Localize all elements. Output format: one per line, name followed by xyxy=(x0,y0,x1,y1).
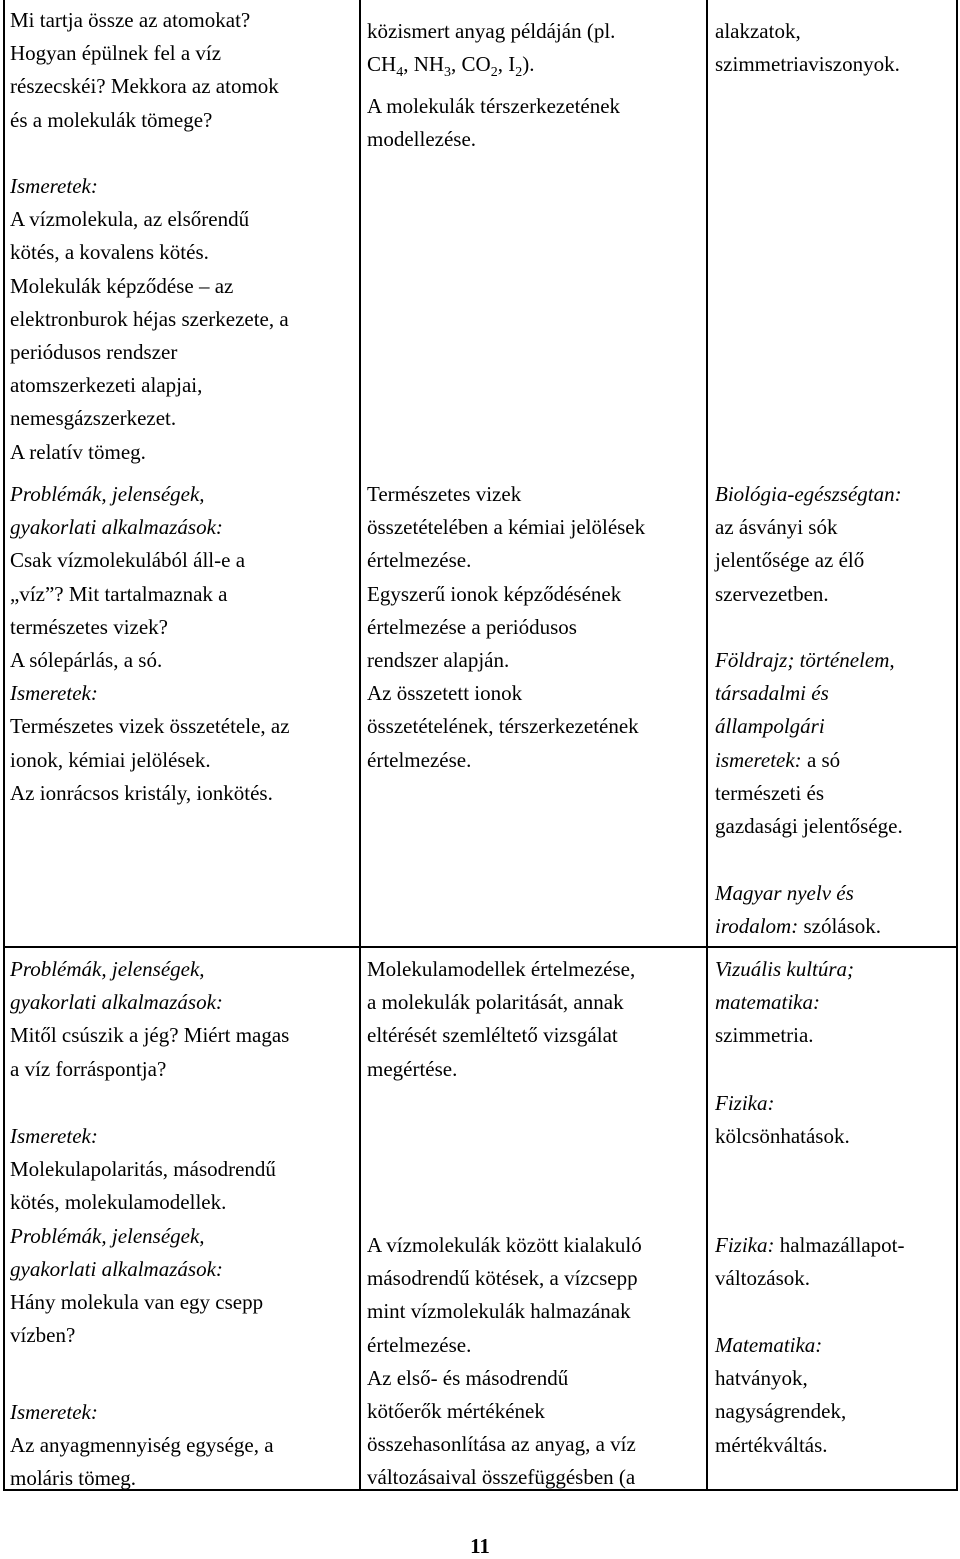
subject-heading: Matematika: xyxy=(715,1333,823,1357)
col2-outcomes-block-2: Természetes vizek összetételében a kémiai jelölések értelmezése. Egyszerű ionok képződésének értelmezése a periódusos rendszer alapján. Az összetett ionok összetételének, térszerkezetének értelmezése. xyxy=(367,482,646,772)
section-heading: gyakorlati alkalmazások: xyxy=(10,990,223,1015)
col1-problems-block-3: Problémák, jelenségek, gyakorlati alkalmazások: Mitől csúszik a jég? Miért magas a víz forráspontja? xyxy=(10,953,289,1086)
col1-problems-block-2: Problémák, jelenségek, gyakorlati alkalmazások: Csak vízmolekulából áll-e a „víz”? Mit tartalmaznak a természetes vizek? A sólepárlás, a só. Ismeretek: Természetes vizek összetétele, az ionok, kémiai jelölések. Az ionrácsos kristály, ionkötés. xyxy=(10,478,290,810)
section-heading: gyakorlati alkalmazások: xyxy=(10,1256,223,1281)
column-divider-1 xyxy=(359,0,361,1491)
section-heading: Ismeretek: xyxy=(10,1400,98,1424)
subject-heading: társadalmi és xyxy=(715,681,829,706)
section-heading: Problémák, jelenségek, xyxy=(10,482,205,506)
col3-connections-physics: Fizika: kölcsönhatások. xyxy=(715,1087,850,1153)
subject-heading: matematika: xyxy=(715,990,820,1015)
subject-heading: Földrajz; történelem, xyxy=(715,648,895,672)
section-heading: Ismeretek: xyxy=(10,1124,98,1148)
section-heading: Problémák, jelenségek, xyxy=(10,957,205,981)
col1-knowledge-block-1: Ismeretek: A vízmolekula, az elsőrendű kötés, a kovalens kötés. Molekulák képződése – az elektronburok héjas szerkezete, a periódusos rendszer atomszerkezeti alapjai, nemesgázszerkezet. A relatív tömeg. xyxy=(10,170,289,469)
col3-connections-block-4: Fizika: halmazállapot- változások. xyxy=(715,1233,905,1291)
section-heading: Ismeretek: xyxy=(10,174,98,198)
subject-heading: Vizuális kultúra; xyxy=(715,957,855,981)
col1-knowledge-block-4: Ismeretek: Az anyagmennyiség egysége, a moláris tömeg. xyxy=(10,1396,274,1496)
col3-connections-geography: Földrajz; történelem, társadalmi és állampolgári ismeretek: a só természeti és gazdasági jelentősége. xyxy=(715,644,903,843)
col3-connections-visual-arts: Vizuális kultúra; matematika: szimmetria. xyxy=(715,953,854,1053)
col2-top-text: közismert anyag példáján (pl. $CH_4$, $NH_3$, $CO_2$, $I_2$). A molekulák térszerkezetének modellezése. xyxy=(367,19,621,151)
row-divider xyxy=(3,946,958,948)
col2-outcomes-block-3: Molekulamodellek értelmezése, a molekulák polaritását, annak eltérését szemléltető vizsgálat megértése. xyxy=(367,957,636,1081)
subject-heading: Magyar nyelv és xyxy=(715,881,854,905)
section-heading: Ismeretek: xyxy=(10,681,98,706)
col3-top-text: alakzatok, szimmetriaviszonyok. xyxy=(715,19,900,77)
column-divider-2 xyxy=(706,0,708,1491)
subject-heading: Biológia-egészségtan: xyxy=(715,482,902,506)
col1-top-text: Mi tartja össze az atomokat? Hogyan épülnek fel a víz részecskéi? Mekkora az atomok és a molekulák tömege? xyxy=(10,8,279,132)
col2-outcomes-block-4: A vízmolekulák között kialakuló másodrendű kötések, a vízcsepp mint vízmolekulák halmazának értelmezése. Az első- és másodrendű kötőerők mértékének összehasonlítása az anyag, a víz változásaival összefüggésben (a xyxy=(367,1233,642,1490)
col3-connections-literature: Magyar nyelv és irodalom: szólások. xyxy=(715,877,881,943)
col1-knowledge-block-3: Ismeretek: Molekulapolaritás, másodrendű kötés, molekulamodellek. Problémák, jelenségek, gyakorlati alkalmazások: Hány molekula van egy csepp vízben? xyxy=(10,1120,276,1352)
subject-heading: Fizika: xyxy=(715,1091,775,1115)
section-heading: Problémák, jelenségek, xyxy=(10,1223,205,1248)
section-heading: gyakorlati alkalmazások: xyxy=(10,515,223,540)
subject-heading: állampolgári xyxy=(715,714,825,739)
col3-connections-biology: Biológia-egészségtan: az ásványi sók jelentősége az élő szervezetben. xyxy=(715,478,902,611)
page-number: 11 xyxy=(470,1534,490,1558)
col3-connections-math: Matematika: hatványok, nagyságrendek, mértékváltás. xyxy=(715,1329,846,1462)
chemical-formula-line: $CH_4$, $NH_3$, $CO_2$, $I_2$). xyxy=(367,52,535,81)
